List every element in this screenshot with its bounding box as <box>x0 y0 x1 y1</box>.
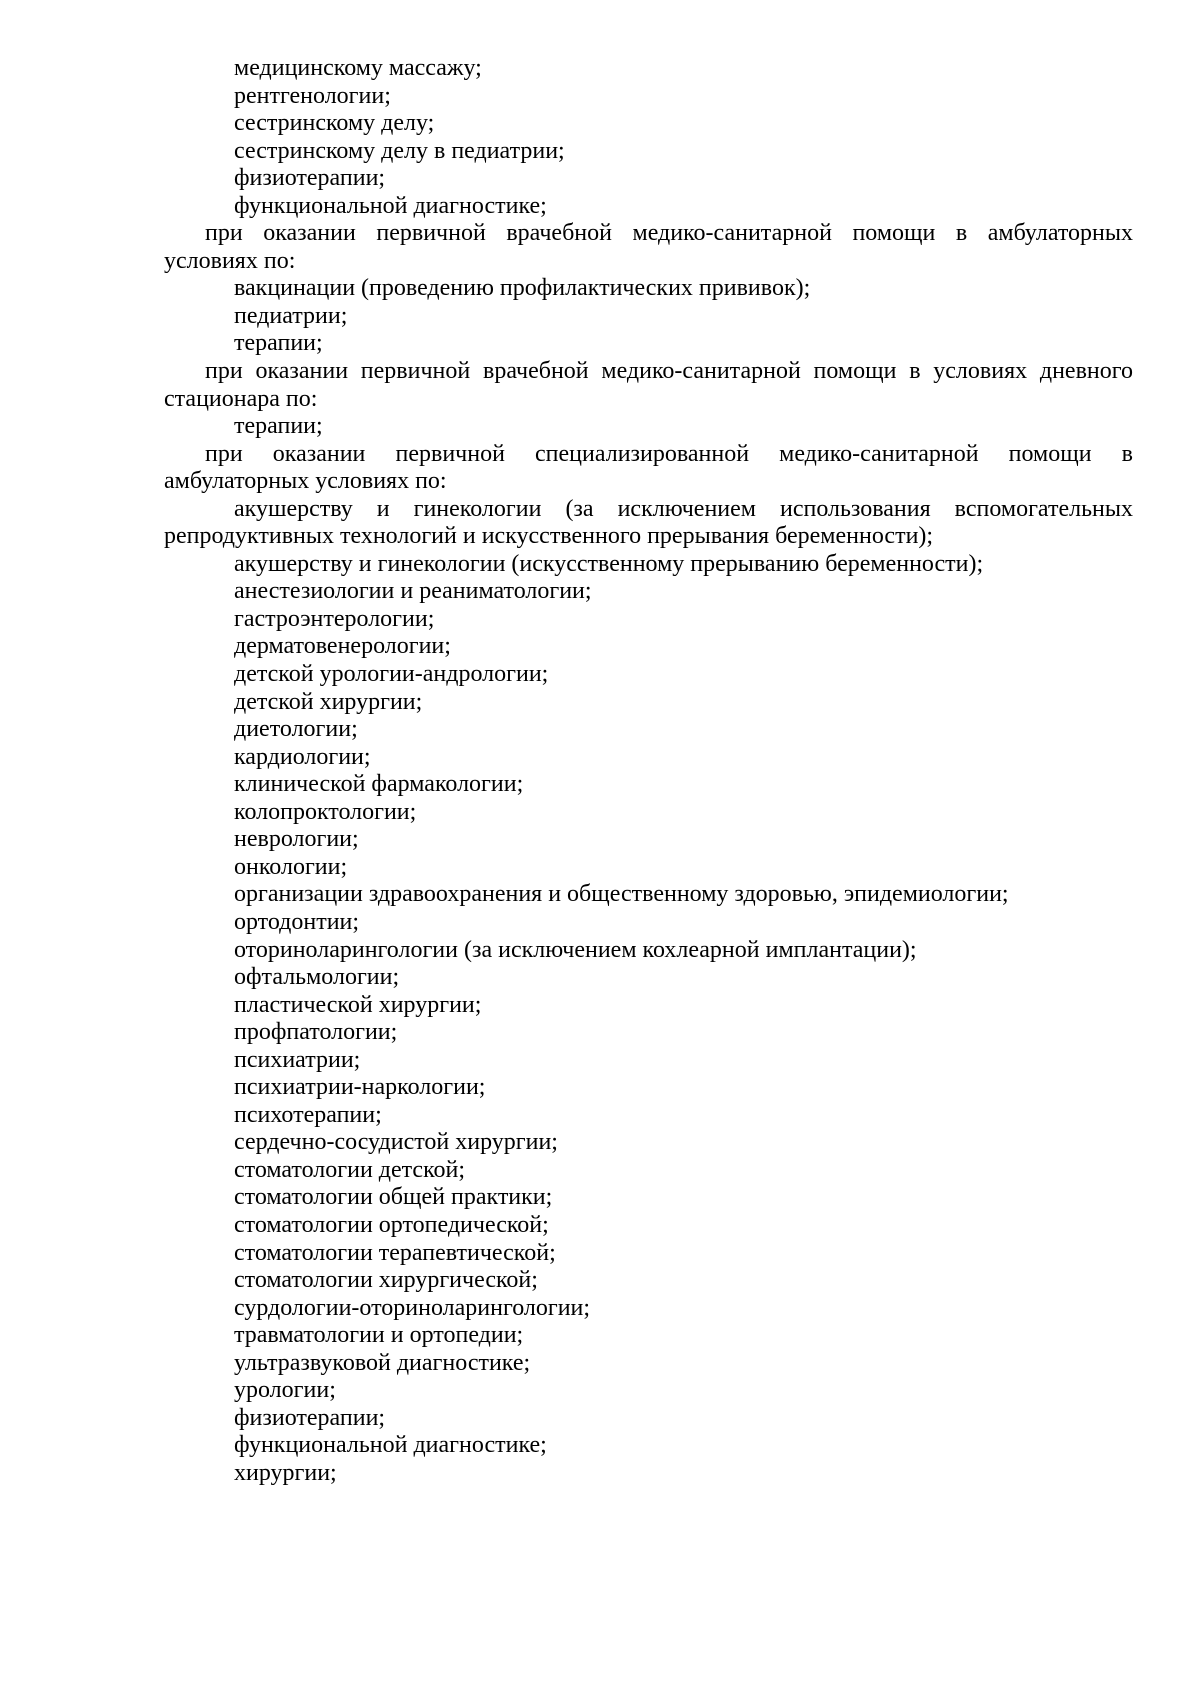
text-line: стоматологии детской; <box>234 1156 466 1183</box>
paragraph <box>164 193 1133 221</box>
paragraph <box>164 55 1133 83</box>
paragraph <box>164 799 1133 827</box>
text-line: хирургии; <box>234 1459 337 1486</box>
text-line: сестринскому делу в педиатрии; <box>234 137 565 164</box>
paragraph <box>164 578 1133 606</box>
text-line: гастроэнтерологии; <box>234 605 435 632</box>
paragraph <box>164 716 1133 744</box>
text-line: стационара по: <box>164 385 318 412</box>
text-line: дерматовенерологии; <box>234 633 451 660</box>
text-line: урологии; <box>234 1377 336 1404</box>
paragraph <box>164 83 1133 111</box>
text-line: стоматологии общей практики; <box>234 1184 553 1211</box>
paragraph <box>164 1405 1133 1433</box>
text-line: диетологии; <box>234 716 358 743</box>
paragraph <box>164 413 1133 441</box>
text-line: сердечно-сосудистой хирургии; <box>234 1129 558 1156</box>
text-line: стоматологии хирургической; <box>234 1267 538 1294</box>
paragraph <box>164 275 1133 303</box>
paragraph <box>164 881 1133 909</box>
text-line: детской урологии-андрологии; <box>234 661 549 688</box>
paragraph <box>164 1157 1133 1185</box>
paragraph <box>164 1102 1133 1130</box>
text-line: профпатологии; <box>234 1019 398 1046</box>
text-line: стоматологии ортопедической; <box>234 1211 549 1238</box>
text-line: детской хирургии; <box>234 688 423 715</box>
text-line: ультразвуковой диагностике; <box>234 1349 531 1376</box>
paragraph <box>164 110 1133 138</box>
text-line: психотерапии; <box>234 1101 382 1128</box>
paragraph <box>164 358 1133 413</box>
text-line: клинической фармакологии; <box>234 771 524 798</box>
paragraph <box>164 633 1133 661</box>
paragraph <box>164 964 1133 992</box>
paragraph <box>164 854 1133 882</box>
text-line: организации здравоохранения и общественному здоровью, эпидемиологии; <box>234 881 1009 908</box>
paragraph <box>164 165 1133 193</box>
text-line: сурдологии-оториноларингологии; <box>234 1294 591 1321</box>
text-line: при оказании первичной специализированной медико-санитарной помощи в <box>205 440 1133 467</box>
text-line: терапии; <box>234 413 323 440</box>
text-line: ортодонтии; <box>234 908 360 935</box>
paragraph <box>164 551 1133 579</box>
text-line: условиях по: <box>164 247 296 274</box>
paragraph <box>164 744 1133 772</box>
text-line: физиотерапии; <box>234 1404 386 1431</box>
text-line: рентгенологии; <box>234 82 391 109</box>
text-line: психиатрии-наркологии; <box>234 1074 486 1101</box>
paragraph <box>164 303 1133 331</box>
text-line: функциональной диагностике; <box>234 192 547 219</box>
text-line: педиатрии; <box>234 302 348 329</box>
paragraph <box>164 441 1133 496</box>
paragraph <box>164 1184 1133 1212</box>
paragraph <box>164 1047 1133 1075</box>
text-line: травматологии и ортопедии; <box>234 1322 524 1349</box>
paragraph <box>164 330 1133 358</box>
paragraph <box>164 661 1133 689</box>
paragraph <box>164 689 1133 717</box>
text-line: колопроктологии; <box>234 798 417 825</box>
text-line: медицинскому массажу; <box>234 55 482 81</box>
text-line: терапии; <box>234 330 323 357</box>
text-line: психиатрии; <box>234 1046 361 1073</box>
paragraph <box>164 1350 1133 1378</box>
text-line: при оказании первичной врачебной медико-санитарной помощи в амбулаторных <box>205 220 1133 247</box>
paragraph <box>164 1432 1133 1460</box>
text-line: офтальмологии; <box>234 964 400 991</box>
text-line: амбулаторных условиях по: <box>164 468 447 495</box>
paragraph <box>164 1240 1133 1268</box>
paragraph <box>164 138 1133 166</box>
paragraph <box>164 1295 1133 1323</box>
text-line: вакцинации (проведению профилактических прививок); <box>234 275 811 302</box>
paragraph <box>164 1019 1133 1047</box>
paragraph <box>164 1212 1133 1240</box>
text-line: пластической хирургии; <box>234 991 482 1018</box>
paragraph <box>164 1267 1133 1295</box>
paragraph <box>164 1460 1133 1488</box>
paragraph <box>164 1322 1133 1350</box>
paragraph <box>164 220 1133 275</box>
paragraph <box>164 937 1133 965</box>
text-line: функциональной диагностике; <box>234 1432 547 1459</box>
paragraph <box>164 992 1133 1020</box>
text-line: оториноларингологии (за исключением кохлеарной имплантации); <box>234 936 917 963</box>
text-line: репродуктивных технологий и искусственного прерывания беременности); <box>164 523 934 550</box>
text-line: физиотерапии; <box>234 165 386 192</box>
text-line: кардиологии; <box>234 743 371 770</box>
text-line: акушерству и гинекологии (искусственному прерыванию беременности); <box>234 550 984 577</box>
paragraph <box>164 826 1133 854</box>
text-line: стоматологии терапевтической; <box>234 1239 556 1266</box>
paragraph <box>164 1074 1133 1102</box>
text-line: акушерству и гинекологии (за исключением использования вспомогательных <box>234 495 1133 522</box>
text-line: сестринскому делу; <box>234 110 435 137</box>
paragraph <box>164 771 1133 799</box>
paragraph <box>164 1129 1133 1157</box>
paragraph <box>164 909 1133 937</box>
document-body <box>164 55 1133 1487</box>
text-line: онкологии; <box>234 853 348 880</box>
text-line: неврологии; <box>234 826 359 853</box>
text-line: анестезиологии и реаниматологии; <box>234 578 592 605</box>
paragraph <box>164 1377 1133 1405</box>
paragraph <box>164 496 1133 551</box>
paragraph <box>164 606 1133 634</box>
text-line: при оказании первичной врачебной медико-санитарной помощи в условиях дневного <box>205 358 1133 385</box>
